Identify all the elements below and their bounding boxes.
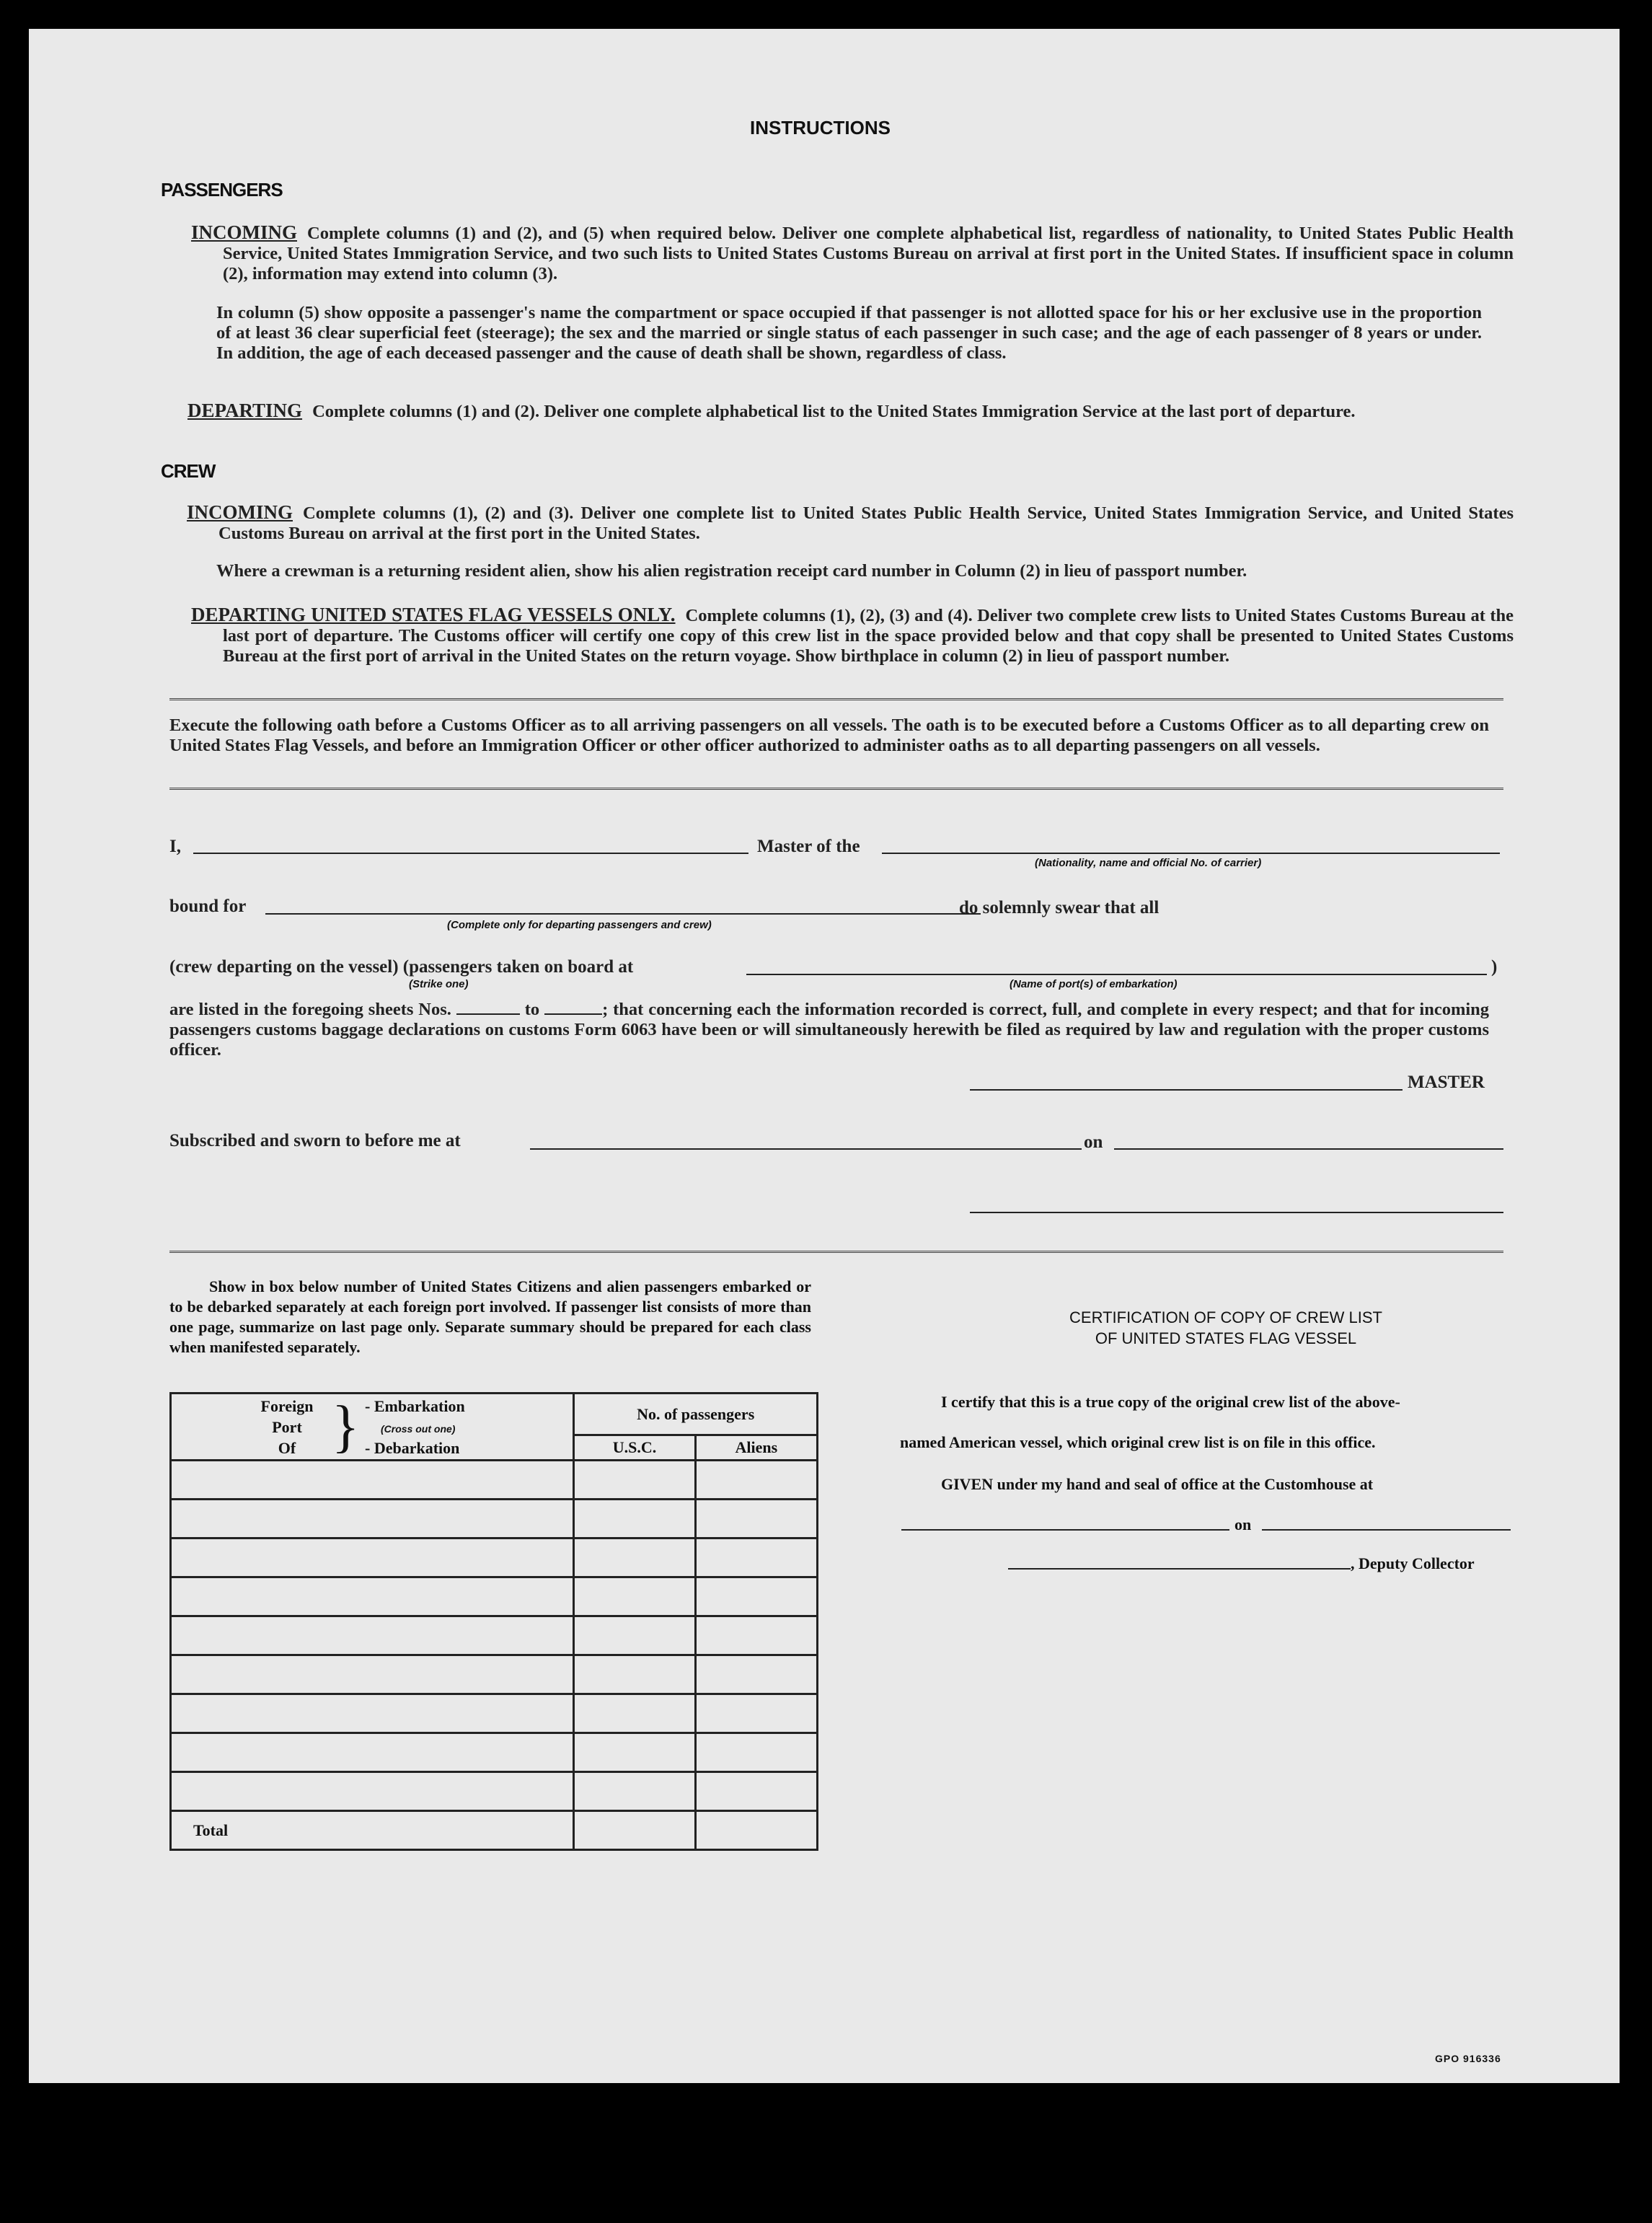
- crew-departing-label: DEPARTING UNITED STATES FLAG VESSELS ONLY.: [191, 604, 676, 625]
- usc-header: U.S.C.: [574, 1435, 695, 1461]
- carrier-field[interactable]: [882, 853, 1500, 854]
- master-label: MASTER: [1408, 1073, 1485, 1092]
- total-row: [171, 1811, 818, 1850]
- table-row: [171, 1694, 818, 1733]
- passengers-incoming-paragraph: [191, 222, 1514, 284]
- departing-caption: (Complete only for departing passengers and crew): [447, 919, 712, 931]
- crew-incoming-text: Complete columns (1), (2) and (3). Deliver one complete list to United States Public Health Service, United States Immigration Service, and United States Customs Bureau on arrival at the first port in the United States.: [218, 503, 1514, 543]
- table-row: [171, 1500, 818, 1539]
- passengers-heading: PASSENGERS: [161, 179, 283, 201]
- master-of-label: Master of the: [757, 837, 860, 856]
- carrier-caption: (Nationality, name and official No. of carrier): [1035, 857, 1262, 869]
- page-title: INSTRUCTIONS: [750, 117, 891, 138]
- no-passengers-header: No. of passengers: [574, 1394, 818, 1435]
- crew-resident-paragraph: Where a crewman is a returning resident alien, show his alien registration receipt card number in Column (2) in lieu of passport number.: [216, 561, 1247, 581]
- summary-instruction: [169, 1277, 811, 1357]
- table-row: [171, 1772, 818, 1811]
- table-row: [171, 1539, 818, 1577]
- embarkation-ports-field[interactable]: [746, 974, 1487, 975]
- crew-incoming-label: INCOMING: [187, 501, 293, 523]
- sheet-from-field[interactable]: [456, 1013, 520, 1015]
- strike-one-caption: (Strike one): [409, 978, 469, 990]
- passenger-summary-table: [169, 1392, 818, 1851]
- close-paren: ): [1491, 957, 1498, 977]
- deputy-signature-field[interactable]: [1008, 1568, 1351, 1570]
- passengers-departing-label: DEPARTING: [187, 400, 303, 421]
- section-divider: [169, 1251, 1503, 1253]
- embarkation-label: - Embarkation: [365, 1397, 465, 1415]
- cross-out-caption: (Cross out one): [381, 1423, 456, 1435]
- officer-signature-field[interactable]: [970, 1212, 1503, 1213]
- subscribed-label: Subscribed and sworn to before me at: [169, 1131, 461, 1150]
- certification-on-label: on: [1234, 1515, 1252, 1533]
- table-row: [171, 1655, 818, 1694]
- certification-line3: GIVEN under my hand and seal of office at the Customhouse at: [941, 1475, 1374, 1493]
- bound-for-field[interactable]: [265, 913, 981, 915]
- certification-line2: named American vessel, which original crew list is on file in this office.: [900, 1433, 1376, 1451]
- to-label: to: [524, 1000, 540, 1019]
- gpo-code: GPO 916336: [1435, 2053, 1501, 2064]
- sworn-date-field[interactable]: [1114, 1148, 1503, 1150]
- deputy-collector-label: , Deputy Collector: [1351, 1554, 1475, 1572]
- certification-date-field[interactable]: [1262, 1529, 1511, 1531]
- brace-glyph: }: [332, 1395, 360, 1458]
- certification-line1: I certify that this is a true copy of the original crew list of the above-: [941, 1393, 1400, 1411]
- certification-title-line1: CERTIFICATION OF COPY OF CREW LIST: [1069, 1308, 1382, 1326]
- aliens-header: Aliens: [695, 1435, 817, 1461]
- crew-departing-text: Complete columns (1), (2), (3) and (4). Deliver two complete crew lists to United States Customs Bureau at the last port of departure. The Customs officer will certify one copy of this crew list in the space provided below and that copy shall be presented to United States Customs Bureau at the first port of arrival in the United States on the return voyage. Show birthplace in column (2) in lieu of passport number.: [223, 606, 1514, 666]
- table-row: [171, 1461, 818, 1500]
- master-signature-field[interactable]: [970, 1089, 1403, 1091]
- passengers-incoming-text: Complete columns (1) and (2), and (5) when required below. Deliver one complete alphabetical list, regardless of nationality, to United States Public Health Service, United States Immigration Service, and two such lists to United States Customs Bureau on arrival at first port in the United States. If insufficient space in column (2), information may extend into column (3).: [223, 224, 1514, 283]
- passengers-incoming-label: INCOMING: [191, 221, 297, 243]
- certification-title-line2: OF UNITED STATES FLAG VESSEL: [1095, 1329, 1357, 1347]
- listed-paragraph: [169, 1000, 1489, 1060]
- crew-departing-paragraph: [191, 604, 1514, 666]
- passengers-departing-paragraph: [187, 400, 1514, 422]
- bound-for-label: bound for: [169, 897, 247, 916]
- section-divider: [169, 698, 1503, 700]
- on-label: on: [1084, 1132, 1103, 1152]
- sworn-place-field[interactable]: [530, 1148, 1082, 1150]
- crew-heading: CREW: [161, 460, 216, 482]
- customhouse-field[interactable]: [901, 1529, 1229, 1531]
- col-of: Of: [278, 1439, 296, 1457]
- oath-i-label: I,: [169, 837, 181, 856]
- summary-instruction-text: Show in box below number of United States Citizens and alien passengers embarked or to be debarked separately at each foreign port involved. If passenger list consists of more than one page, summarize on last page only. Separate summary should be prepared for each class when manifested separately.: [169, 1277, 811, 1356]
- form-page: [29, 29, 1620, 2083]
- col-port: Port: [272, 1418, 302, 1436]
- crew-incoming-paragraph: [187, 502, 1514, 544]
- oath-instruction: Execute the following oath before a Customs Officer as to all arriving passengers on all vessels. The oath is to be executed before a Customs Officer as to all departing crew on United States Flag Vessels, and before an Immigration Officer or other officer authorized to administer oaths as to all departing passengers on all vessels.: [169, 716, 1489, 755]
- table-header-row: [171, 1394, 818, 1435]
- sheet-to-field[interactable]: [544, 1013, 602, 1015]
- swear-label: do solemnly swear that all: [959, 898, 1160, 917]
- passengers-departing-text: Complete columns (1) and (2). Deliver one complete alphabetical list to the United States Immigration Service at the last port of departure.: [312, 402, 1356, 421]
- total-label: Total: [171, 1811, 574, 1850]
- section-divider: [169, 788, 1503, 790]
- certification-title: [923, 1307, 1529, 1349]
- col-foreign: Foreign: [260, 1397, 314, 1415]
- master-name-field[interactable]: [193, 853, 748, 854]
- table-row: [171, 1577, 818, 1616]
- ports-caption: (Name of port(s) of embarkation): [1010, 978, 1178, 990]
- port-header-cell: [171, 1394, 574, 1461]
- table-row: [171, 1733, 818, 1772]
- table-row: [171, 1616, 818, 1655]
- listed-text-b: ; that concerning each the information recorded is correct, full, and complete in every respect; and that for incoming passengers customs baggage declarations on customs Form 6063 have been or will simultaneously herewith be filed as required by law and regulation with the proper customs officer.: [169, 1000, 1490, 1060]
- debarkation-label: - Debarkation: [365, 1439, 460, 1457]
- listed-text-a: are listed in the foregoing sheets Nos.: [169, 1000, 451, 1019]
- passengers-column5-paragraph: In column (5) show opposite a passenger's name the compartment or space occupied if that passenger is not allotted space for his or her exclusive use in the proportion of at least 36 clear superficial feet (steerage); the sex and the married or single status of each passenger in such case; and the age of each passenger of 8 years or under. In addition, the age of each deceased passenger and the cause of death shall be shown, regardless of class.: [216, 303, 1482, 363]
- crew-passengers-label: (crew departing on the vessel) (passengers taken on board at: [169, 957, 634, 977]
